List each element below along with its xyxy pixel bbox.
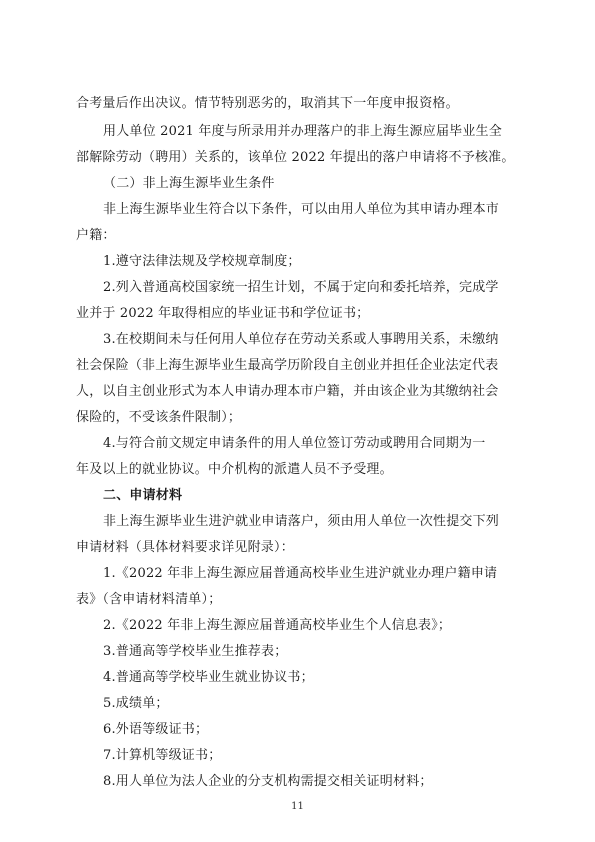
paragraph-line: 户籍：	[76, 228, 116, 243]
list-item: 2.列入普通高校国家统一招生计划，不属于定向和委托培养，完成学	[103, 280, 499, 295]
list-item: 6.外语等级证书；	[103, 722, 209, 737]
page-number: 11	[291, 801, 304, 812]
paragraph-line: 用人单位 2021 年度与所录用并办理落户的非上海生源应届毕业生全	[103, 124, 502, 139]
paragraph-line: 非上海生源毕业生符合以下条件，可以由用人单位为其申请办理本市	[103, 202, 500, 217]
list-item-continuation: 社会保险（非上海生源毕业生最高学历阶段自主创业并担任企业法定代表	[76, 358, 499, 373]
list-item: 4.与符合前文规定申请条件的用人单位签订劳动或聘用合同期为一	[103, 436, 486, 451]
list-item: 3.在校期间未与任何用人单位存在劳动关系或人事聘用关系，未缴纳	[103, 332, 499, 347]
paragraph-line: 部解除劳动（聘用）关系的，该单位 2022 年提出的落户申请将不予核准。	[76, 150, 515, 165]
paragraph-line: 申请材料（具体材料要求详见附录）：	[76, 540, 294, 555]
section-heading: 二、申请材料	[103, 488, 183, 503]
list-item-continuation: 人，以自主创业形式为本人申请办理本市户籍，并由该企业为其缴纳社会	[76, 384, 499, 399]
paragraph-line: 非上海生源毕业生进沪就业申请落户，须由用人单位一次性提交下列	[103, 514, 500, 529]
list-item: 8.用人单位为法人企业的分支机构需提交相关证明材料；	[103, 774, 433, 789]
list-item: 2.《2022 年非上海生源应届普通高校毕业生个人信息表》；	[103, 618, 452, 633]
list-item-continuation: 保险的，不受该条件限制）；	[76, 410, 242, 425]
list-item: 7.计算机等级证书；	[103, 748, 222, 763]
list-item: 1.《2022 年非上海生源应届普通高校毕业生进沪就业办理户籍申请	[103, 566, 498, 581]
list-item-continuation: 表》（含申请材料清单）；	[76, 592, 222, 607]
paragraph-line: 合考量后作出决议。情节特别恶劣的，取消其下一年度申报资格。	[76, 96, 459, 111]
list-item: 3.普通高等学校毕业生推荐表；	[103, 644, 288, 659]
list-item-continuation: 业并于 2022 年取得相应的毕业证书和学位证书；	[76, 306, 370, 321]
list-item: 4.普通高等学校毕业生就业协议书；	[103, 670, 314, 685]
section-subheading: （二）非上海生源毕业生条件	[103, 176, 275, 191]
list-item: 1.遵守法律法规及学校规章制度；	[103, 254, 301, 269]
list-item-continuation: 年及以上的就业协议。中介机构的派遣人员不予受理。	[76, 462, 393, 477]
list-item: 5.成绩单；	[103, 696, 169, 711]
